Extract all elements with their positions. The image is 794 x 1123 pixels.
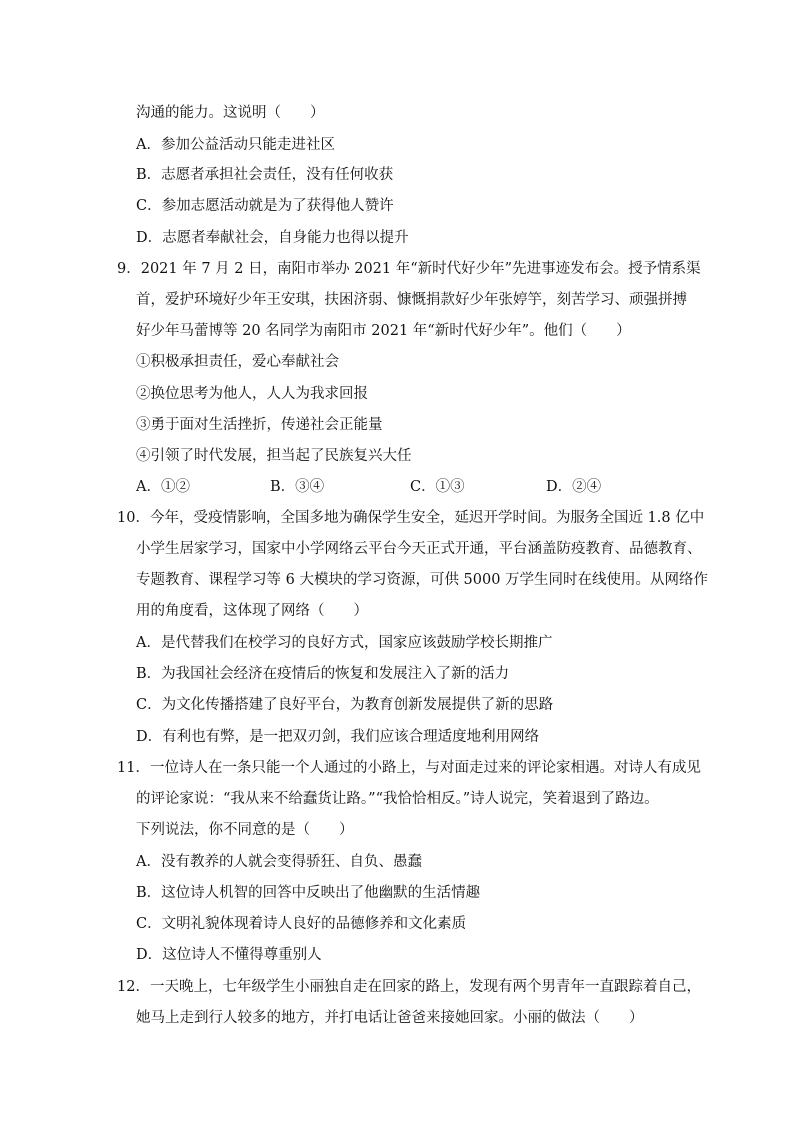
q12-stem-line-1: 12．一天晚上，七年级学生小丽独自走在回家的路上，发现有两个男青年一直跟踪着自己， [117,979,701,995]
q8-option-d: D．志愿者奉献社会，自身能力也得以提升 [136,230,409,246]
q11-option-d: D．这位诗人不懂得尊重别人 [136,947,322,963]
q11-option-c: C．文明礼貌体现着诗人良好的品德修养和文化素质 [136,916,467,932]
q11-option-b: B．这位诗人机智的回答中反映出了他幽默的生活情趣 [136,885,481,901]
q8-option-a: A．参加公益活动只能走进社区 [136,137,335,153]
q10-stem-line-3: 专题教育、课程学习等 6 大模块的学习资源，可供 5000 万学生同时在线使用。从网络作 [136,572,709,588]
q8-option-c: C．参加志愿活动就是为了获得他人赞许 [136,198,394,214]
q10-stem-line-1: 10．今年，受疫情影响，全国多地为确保学生安全，延迟开学时间。为服务全国近 1.8 亿中 [117,510,705,526]
q9-statement-3: ③勇于面对生活挫折，传递社会正能量 [136,417,383,433]
q8-continuation: 沟通的能力。这说明（ ） [136,105,325,121]
q9-choice-a: A．①② [136,479,190,495]
q10-option-a: A．是代替我们在校学习的良好方式，国家应该鼓励学校长期推广 [136,635,553,651]
q9-stem-line-3: 好少年马蕾博等 20 名同学为南阳市 2021 年“新时代好少年”。他们（ ） [136,323,631,339]
q11-stem-line-2: 的评论家说：“我从来不给蠢货让路。”“我恰恰相反。”诗人说完，笑着退到了路边。 [136,791,659,807]
q10-option-d: D．有利也有弊，是一把双刃剑，我们应该合理适度地利用网络 [136,729,540,745]
q9-choice-b: B．③④ [270,479,325,495]
q9-choice-c: C．①③ [410,479,465,495]
q9-statement-1: ①积极承担责任，爱心奉献社会 [136,354,339,370]
q9-statement-2: ②换位思考为他人，人人为我求回报 [136,386,368,402]
q10-option-c: C．为文化传播搭建了良好平台，为教育创新发展提供了新的思路 [136,697,554,713]
q9-choice-d: D．②④ [546,479,602,495]
q11-stem-line-1: 11．一位诗人在一条只能一个人通过的小路上，与对面走过来的评论家相遇。对诗人有成见 [117,760,701,776]
q12-stem-line-2: 她马上走到行人较多的地方，并打电话让爸爸来接她回家。小丽的做法（ ） [136,1010,644,1026]
q11-stem-line-3: 下列说法，你不同意的是（ ） [136,822,354,838]
q10-stem-line-4: 用的角度看，这体现了网络（ ） [136,603,368,619]
q8-option-b: B．志愿者承担社会责任，没有任何收获 [136,167,394,183]
q11-option-a: A．没有教养的人就会变得骄狂、自负、愚蠢 [136,854,422,870]
q10-option-b: B．为我国社会经济在疫情后的恢复和发展注入了新的活力 [136,666,510,682]
q9-stem-line-1: 9．2021 年 7 月 2 日，南阳市举办 2021 年“新时代好少年”先进事迹发布会。授予情系渠 [117,261,701,277]
q9-stem-line-2: 首，爱护环境好少年王安琪，扶困济弱、慷慨捐款好少年张婷竽，刻苦学习、顽强拼搏 [136,292,687,308]
q10-stem-line-2: 小学生居家学习，国家中小学网络云平台今天正式开通，平台涵盖防疫教育、品德教育、 [136,541,702,557]
q9-statement-4: ④引领了时代发展，担当起了民族复兴大任 [136,448,412,464]
